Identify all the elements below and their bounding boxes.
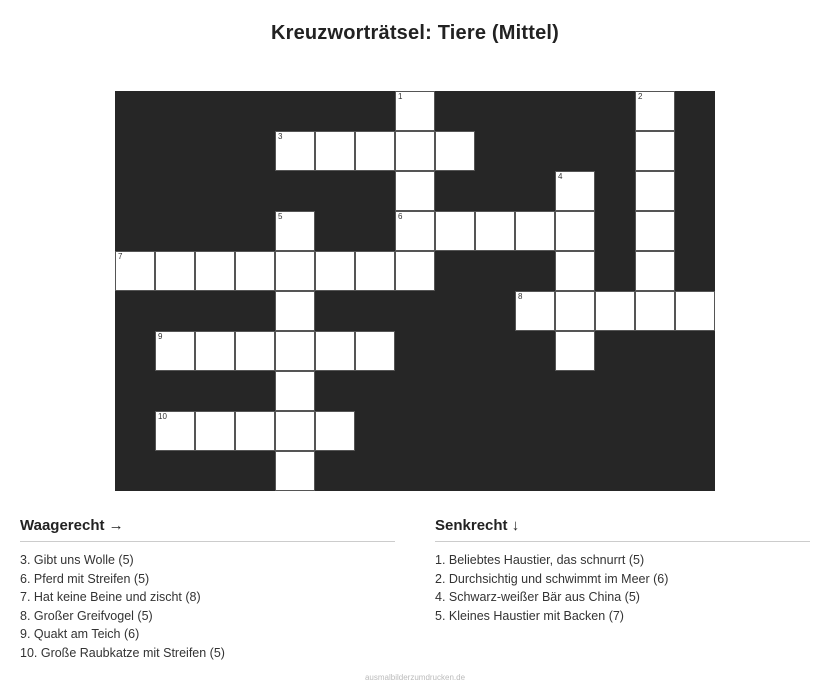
crossword-cell[interactable] [195,411,235,451]
cell-number: 1 [398,92,403,101]
clues-across-column [20,517,395,662]
crossword-cell[interactable] [395,211,435,251]
crossword-cell[interactable] [355,251,395,291]
crossword-cell[interactable] [555,171,595,211]
crossword-cell[interactable] [235,411,275,451]
crossword-cell[interactable] [155,251,195,291]
crossword-cell[interactable] [555,291,595,331]
clue-item: 5. Kleines Haustier mit Backen (7) [435,608,624,623]
cell-number: 4 [558,172,563,181]
clue-item: 2. Durchsichtig und schwimmt im Meer (6) [435,571,669,586]
crossword-cell[interactable] [395,91,435,131]
cell-number: 10 [158,412,167,421]
crossword-cell[interactable] [115,251,155,291]
cell-number: 3 [278,132,283,141]
crossword-cell[interactable] [275,371,315,411]
crossword-cell[interactable] [635,291,675,331]
crossword-cell[interactable] [195,331,235,371]
crossword-cell[interactable] [235,251,275,291]
crossword-cell[interactable] [155,331,195,371]
clue-item: 9. Quakt am Teich (6) [20,627,140,641]
clue-item: 3. Gibt uns Wolle (5) [20,553,134,567]
crossword-cell[interactable] [315,251,355,291]
crossword-cell[interactable] [275,411,315,451]
cell-number: 7 [118,252,123,261]
crossword-cell[interactable] [275,291,315,331]
clue-item: 1. Beliebtes Haustier, das schnurrt (5) [435,553,645,567]
cell-number: 5 [278,212,283,221]
crossword-cell[interactable] [675,291,715,331]
clue-item: 8. Großer Greifvogel (5) [20,608,153,623]
crossword-cell[interactable] [635,171,675,211]
crossword-cell[interactable] [195,251,235,291]
clue-item: 7. Hat keine Beine und zischt (8) [20,590,201,604]
crossword-cell[interactable] [555,211,595,251]
crossword-cell[interactable] [395,171,435,211]
clues-down-heading: Senkrecht ↓ [435,517,810,542]
crossword-cell[interactable] [275,331,315,371]
clues-down-column [435,517,810,662]
crossword-cell[interactable] [475,211,515,251]
crossword-cell[interactable] [275,251,315,291]
crossword-grid [115,91,715,491]
crossword-cell[interactable] [635,211,675,251]
clues-section [20,517,810,662]
cell-number: 2 [638,92,643,101]
crossword-cell[interactable] [315,131,355,171]
clue-item: 6. Pferd mit Streifen (5) [20,571,150,586]
page-title: Kreuzworträtsel: Tiere (Mittel) [270,22,560,44]
crossword-cell[interactable] [235,331,275,371]
crossword-cell[interactable] [275,211,315,251]
crossword-cell[interactable] [355,131,395,171]
crossword-cell[interactable] [395,251,435,291]
crossword-cell[interactable] [515,291,555,331]
crossword-cell[interactable] [155,411,195,451]
crossword-cell[interactable] [275,451,315,491]
crossword-cell[interactable] [435,211,475,251]
crossword-cell[interactable] [355,331,395,371]
crossword-cell[interactable] [395,131,435,171]
crossword-cell[interactable] [635,251,675,291]
crossword-cell[interactable] [275,131,315,171]
clue-item: 10. Große Raubkatze mit Streifen (5) [20,645,225,660]
clues-across-heading: Waagerecht → [20,517,395,542]
crossword-cell[interactable] [635,131,675,171]
crossword-cell[interactable] [635,91,675,131]
footer-watermark: ausmalbilderzumdrucken.de [364,673,466,682]
clue-item: 4. Schwarz-weißer Bär aus China (5) [435,590,640,604]
crossword-cell[interactable] [555,331,595,371]
cell-number: 9 [158,332,163,341]
cell-number: 8 [518,292,523,301]
crossword-cell[interactable] [315,411,355,451]
crossword-cell[interactable] [315,331,355,371]
cell-number: 6 [398,212,403,221]
crossword-cell[interactable] [555,251,595,291]
crossword-cell[interactable] [595,291,635,331]
crossword-cell[interactable] [435,131,475,171]
crossword-cell[interactable] [515,211,555,251]
